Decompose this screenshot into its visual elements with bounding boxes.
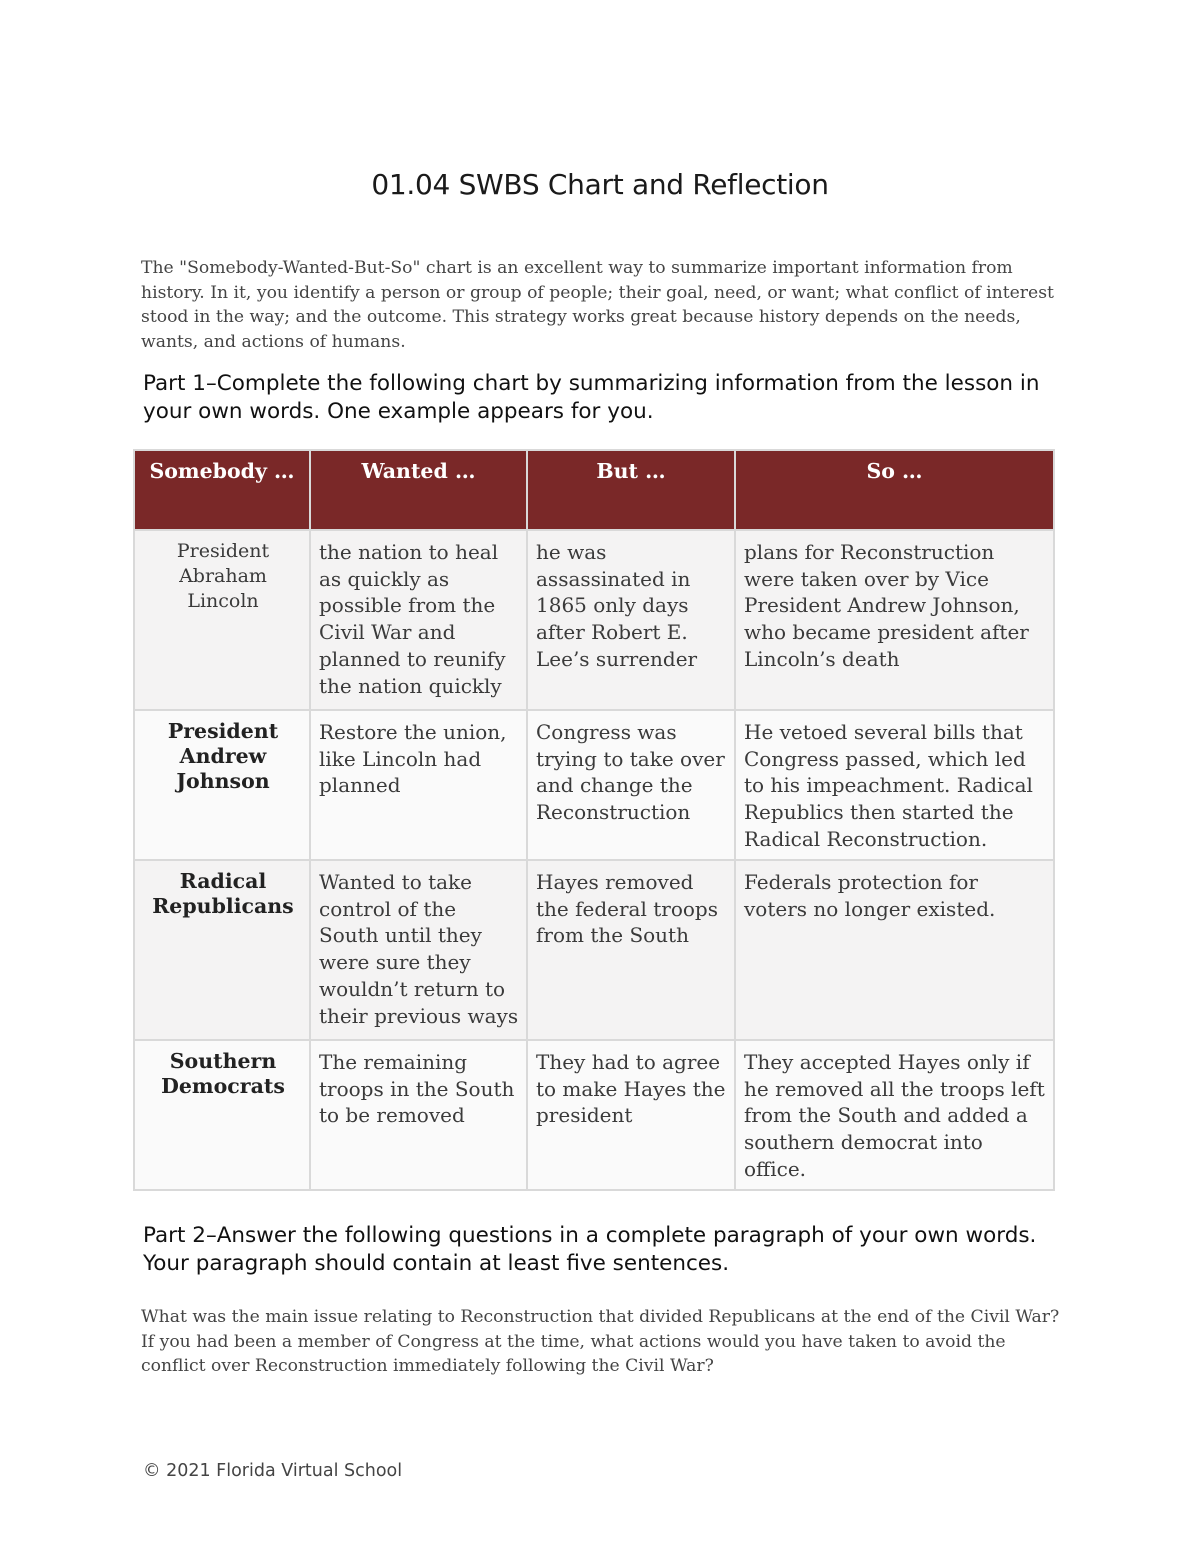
cell-somebody: Radical Republicans [134,860,310,1040]
cell-so[interactable]: Federals protection for voters no longer existed. [735,860,1054,1040]
reflection-question: What was the main issue relating to Reconstruction that divided Republicans at the end of the Civil War? If you had been a member of Congress at the time, what actions would you have taken to avoid the conflict over Reconstruction immediately following the Civil War? [141,1307,1060,1376]
copyright-footer: © 2021 Florida Virtual School [143,1461,403,1481]
intro-paragraph: The "Somebody-Wanted-But-So" chart is an excellent way to summarize important information from history. In it, you identify a person or group of people; their goal, need, or want; what conflict of interest stood in the way; and the outcome. This strategy works great because history depends on the needs, wants, and actions of humans. [141,258,1054,352]
cell-but[interactable]: Congress was trying to take over and change the Reconstruction [527,710,735,860]
cell-so[interactable]: They accepted Hayes only if he removed all the troops left from the South and added a southern democrat into office. [735,1040,1054,1190]
header-somebody: Somebody … [134,450,310,530]
table-row [134,530,1054,710]
header-but: But … [527,450,735,530]
table-row [134,710,1054,860]
swbs-chart-table [133,449,1055,1191]
part1-heading: Part 1–Complete the following chart by summarizing information from the lesson in your own words. One example appears for you. [143,371,1040,424]
table-row [134,1040,1054,1190]
cell-so: plans for Reconstruction were taken over by Vice President Andrew Johnson, who became president after Lincoln’s death [735,530,1054,710]
cell-wanted[interactable]: Restore the union, like Lincoln had planned [310,710,527,860]
cell-wanted[interactable]: The remaining troops in the South to be removed [310,1040,527,1190]
header-so: So … [735,450,1054,530]
table-row [134,860,1054,1040]
cell-but[interactable]: They had to agree to make Hayes the president [527,1040,735,1190]
table-header-row [134,450,1054,530]
document-title: 01.04 SWBS Chart and Reflection [371,168,829,201]
cell-wanted: the nation to heal as quickly as possible from the Civil War and planned to reunify the nation quickly [310,530,527,710]
cell-somebody: President Abraham Lincoln [134,530,310,710]
cell-somebody: Southern Democrats [134,1040,310,1190]
cell-but: he was assassinated in 1865 only days after Robert E. Lee’s surrender [527,530,735,710]
part2-heading: Part 2–Answer the following questions in a complete paragraph of your own words. Your paragraph should contain at least five sentences. [143,1223,1037,1276]
header-wanted: Wanted … [310,450,527,530]
cell-wanted[interactable]: Wanted to take control of the South until they were sure they wouldn’t return to their previous ways [310,860,527,1040]
cell-so[interactable]: He vetoed several bills that Congress passed, which led to his impeachment. Radical Republics then started the Radical Reconstruction. [735,710,1054,860]
cell-but[interactable]: Hayes removed the federal troops from the South [527,860,735,1040]
cell-somebody: President Andrew Johnson [134,710,310,860]
